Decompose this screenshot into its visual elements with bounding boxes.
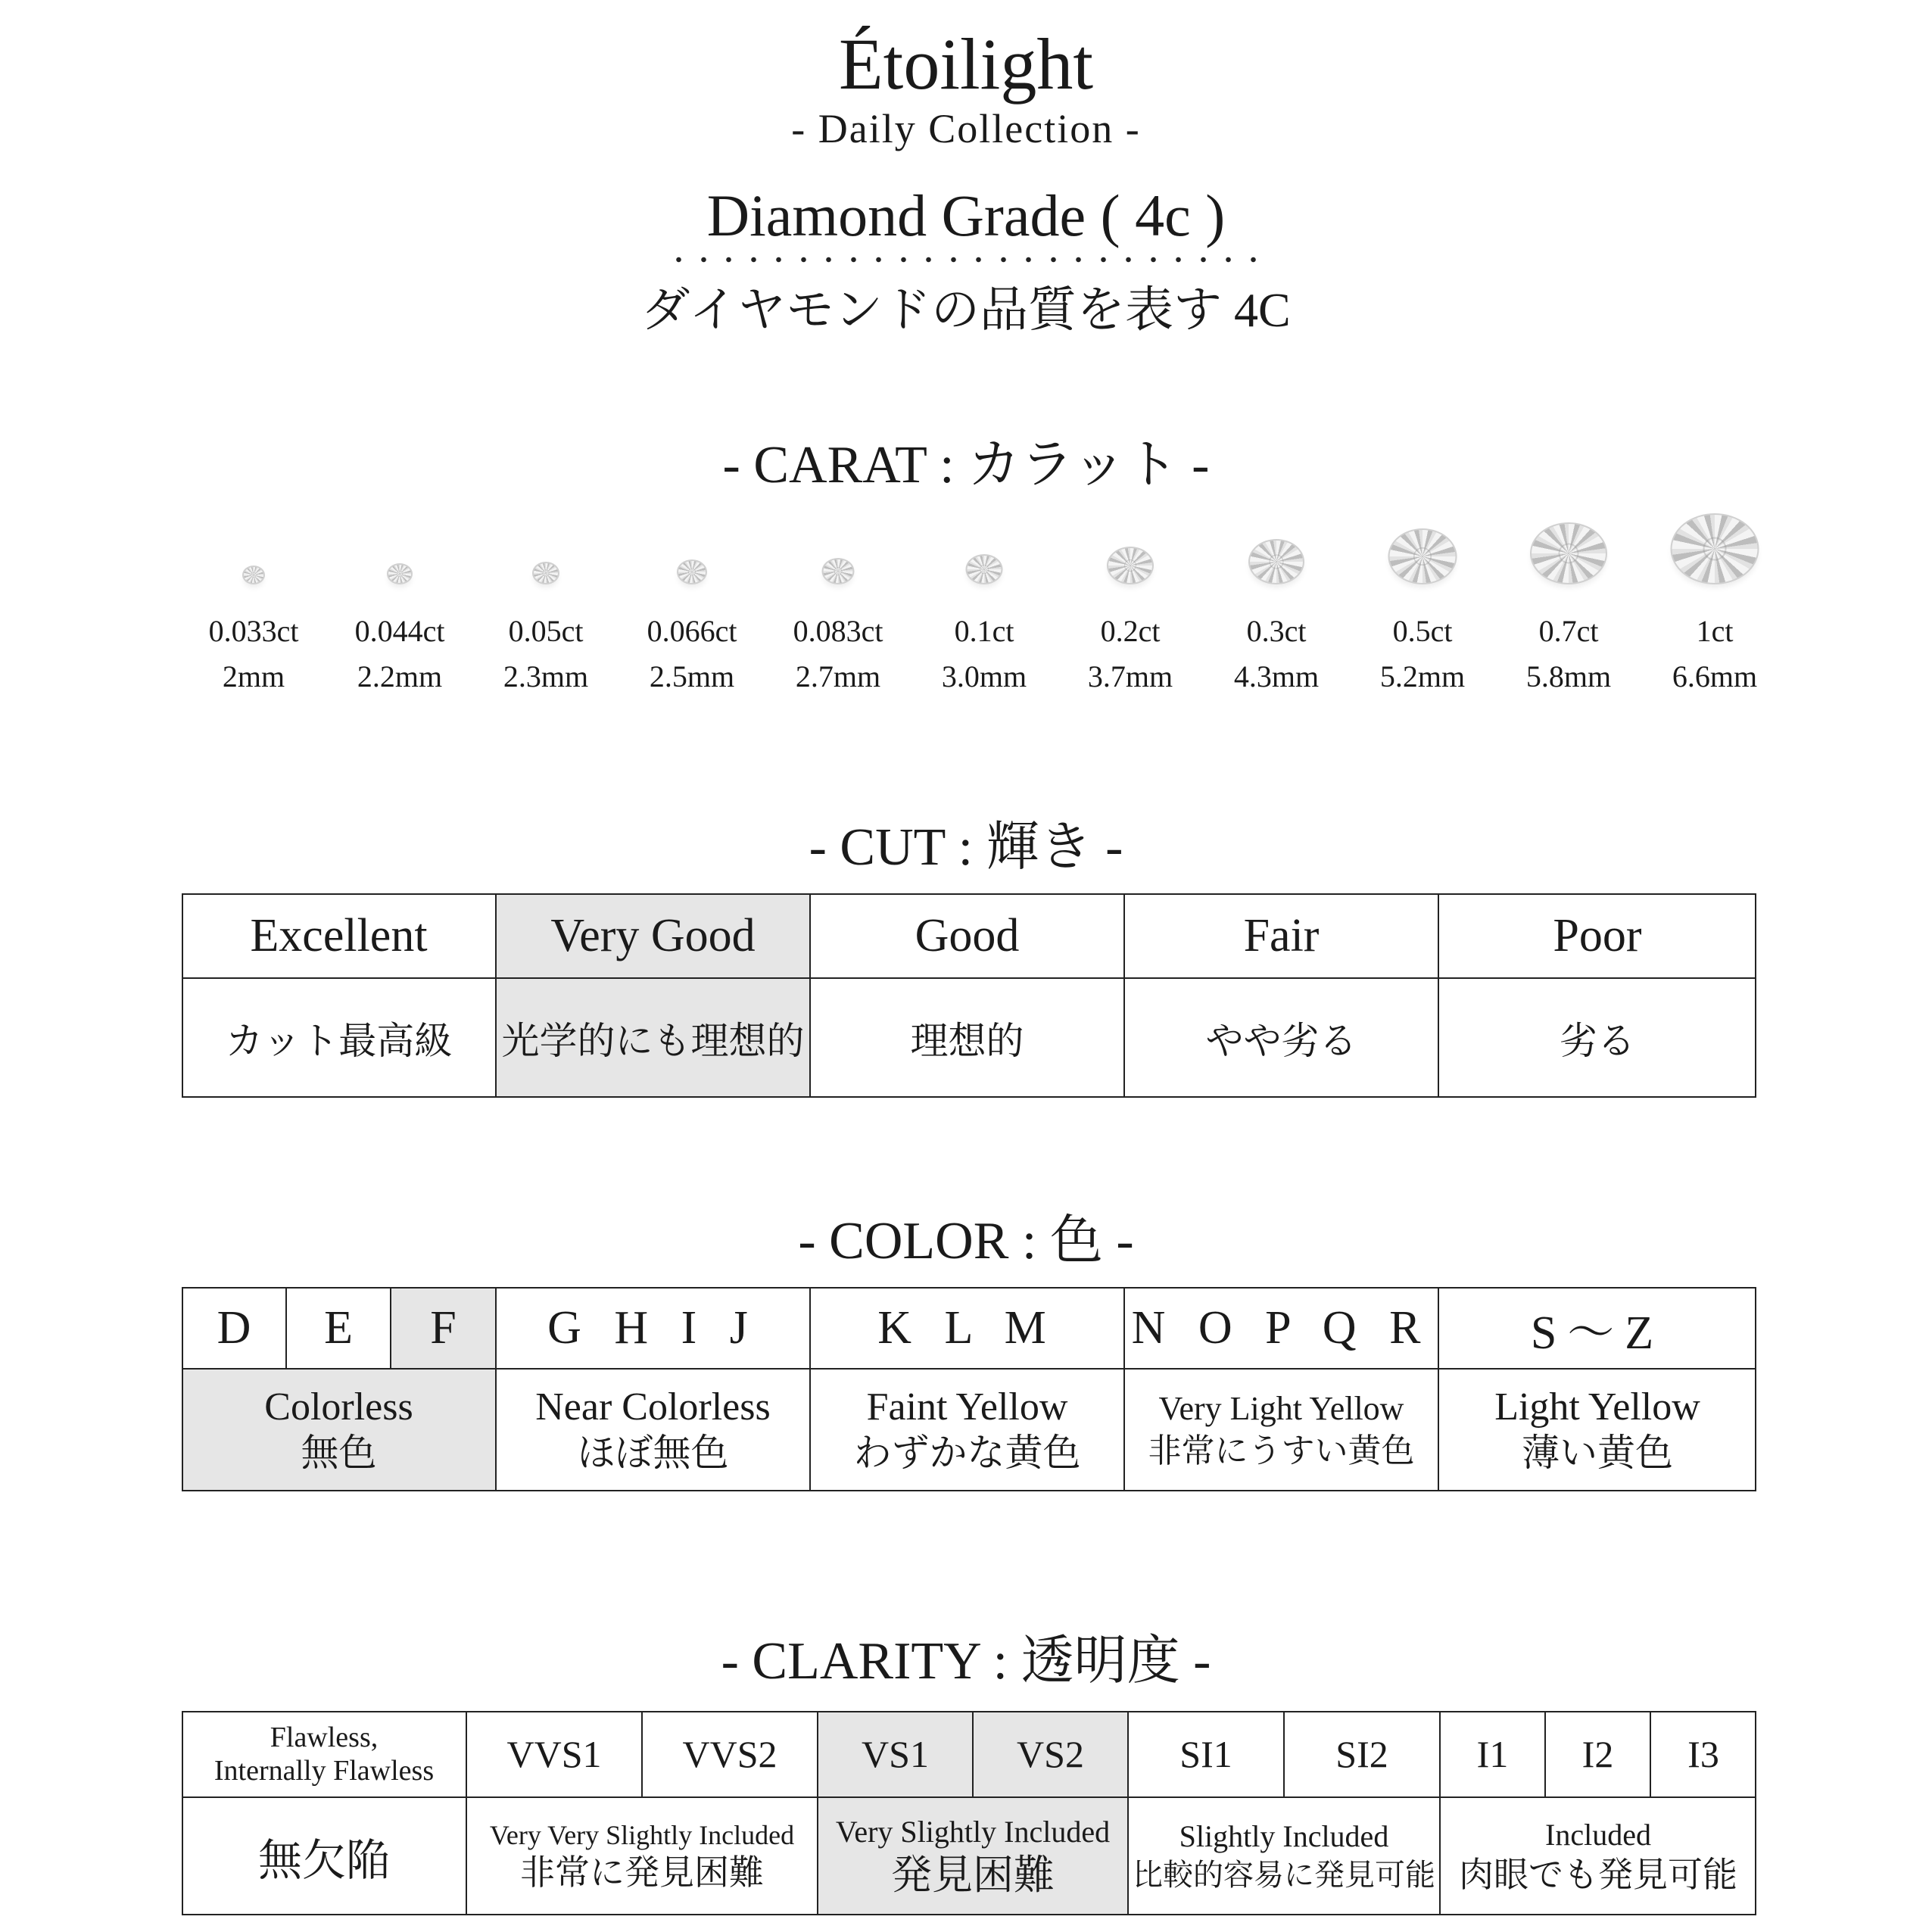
- carat-item: [474, 485, 618, 712]
- carat-item: [1643, 485, 1787, 712]
- color-group-klm: K L M: [877, 1301, 1057, 1354]
- carat-item: [328, 485, 472, 712]
- color-group-ghij: G H I J: [547, 1301, 759, 1354]
- cut-grade-table: [182, 893, 1756, 1098]
- diamond-icon: [388, 565, 411, 583]
- diamond-icon: [678, 561, 706, 583]
- clarity-desc-jp: 発見困難: [891, 1853, 1055, 1898]
- clarity-section-title: - CLARITY : 透明度 -: [721, 1632, 1211, 1690]
- cut-desc-poor: 劣る: [1560, 1020, 1635, 1062]
- dotted-divider: [666, 256, 1272, 263]
- cut-table-frame: [182, 893, 1756, 1098]
- grade-subtitle: ダイヤモンドの品質を表す 4C: [641, 283, 1291, 337]
- cut-grade-poor: Poor: [1553, 909, 1642, 961]
- diamond-image-wrap: [474, 485, 618, 583]
- carat-weight-label: 0.083ct: [793, 614, 883, 648]
- carat-weight-label: 0.3ct: [1246, 614, 1307, 648]
- clarity-grade-vvs2: VVS2: [682, 1733, 777, 1775]
- diamond-icon: [968, 556, 1002, 583]
- color-grade-f: F: [430, 1301, 457, 1354]
- diamond-image-wrap: [182, 485, 326, 583]
- cut-section-title: - CUT : 輝き -: [809, 818, 1123, 877]
- carat-diameter-label: 5.8mm: [1525, 659, 1612, 693]
- carat-item: [1497, 485, 1641, 712]
- diamond-icon: [1390, 530, 1456, 583]
- carat-size-row: [182, 485, 1758, 712]
- clarity-desc-en: Very Slightly Included: [835, 1815, 1111, 1849]
- diamond-image-wrap: [1351, 485, 1494, 583]
- clarity-desc-en: Included: [1545, 1818, 1651, 1852]
- clarity-desc-jp: 比較的容易に発見可能: [1133, 1858, 1435, 1892]
- carat-weight-label: 0.033ct: [208, 614, 299, 648]
- carat-item: [1351, 485, 1494, 712]
- diamond-image-wrap: [1497, 485, 1641, 583]
- color-desc-jp: 非常にうすい黄色: [1148, 1432, 1415, 1469]
- carat-diameter-label: 2mm: [222, 659, 285, 693]
- clarity-grade-table: [182, 1711, 1756, 1915]
- diamond-icon: [1532, 524, 1606, 583]
- carat-section-title: - CARAT : カラット -: [722, 436, 1210, 494]
- diamond-icon: [1250, 541, 1303, 583]
- clarity-desc-en: Very Very Slightly Included: [489, 1820, 795, 1850]
- color-desc-en: Colorless: [264, 1385, 413, 1429]
- color-table-frame: [182, 1287, 1756, 1491]
- cut-desc-fair: やや劣る: [1205, 1020, 1357, 1062]
- diamond-icon: [1672, 515, 1758, 583]
- clarity-grade-si2: SI2: [1335, 1733, 1388, 1775]
- clarity-desc-jp: 肉眼でも発見可能: [1459, 1856, 1737, 1894]
- carat-weight-label: 1ct: [1696, 614, 1734, 648]
- diamond-image-wrap: [1204, 485, 1348, 583]
- diamond-image-wrap: [328, 485, 472, 583]
- carat-item: [620, 485, 764, 712]
- carat-diameter-label: 2.7mm: [795, 659, 881, 693]
- color-group-nopqr: N O P Q R: [1131, 1301, 1432, 1354]
- carat-weight-label: 0.2ct: [1100, 614, 1161, 648]
- clarity-table-frame: [182, 1711, 1756, 1915]
- cut-desc-good: 理想的: [910, 1020, 1024, 1062]
- carat-diameter-label: 3.7mm: [1087, 659, 1173, 693]
- diamond-icon: [244, 567, 263, 583]
- carat-weight-label: 0.7ct: [1538, 614, 1599, 648]
- cut-grade-excellent: Excellent: [250, 909, 428, 961]
- carat-item: [766, 485, 910, 712]
- brand-title: Étoilight: [839, 23, 1093, 104]
- cut-grade-fair: Fair: [1243, 909, 1320, 961]
- carat-diameter-label: 2.5mm: [649, 659, 735, 693]
- color-desc-jp: 無色: [301, 1432, 377, 1474]
- carat-diameter-label: 3.0mm: [941, 659, 1027, 693]
- carat-weight-label: 0.066ct: [647, 614, 737, 648]
- carat-diameter-label: 2.2mm: [357, 659, 443, 693]
- diamond-image-wrap: [620, 485, 764, 583]
- diamond-icon: [1108, 548, 1152, 583]
- diamond-image-wrap: [766, 485, 910, 583]
- color-grade-e: E: [324, 1301, 353, 1354]
- cut-grade-good: Good: [915, 909, 1020, 961]
- clarity-grade-vvs1: VVS1: [506, 1733, 602, 1775]
- collection-subtitle: - Daily Collection -: [791, 106, 1141, 151]
- color-desc-en: Light Yellow: [1494, 1385, 1700, 1429]
- clarity-flawless-line1: Flawless,: [270, 1722, 379, 1753]
- carat-diameter-label: 2.3mm: [503, 659, 589, 693]
- carat-item: [912, 485, 1056, 712]
- color-section-title: - COLOR : 色 -: [798, 1212, 1134, 1270]
- clarity-flawless-line2: Internally Flawless: [213, 1755, 435, 1787]
- color-grade-table: [182, 1287, 1756, 1491]
- color-desc-en: Faint Yellow: [866, 1385, 1068, 1429]
- carat-item: [1204, 485, 1348, 712]
- clarity-grade-si1: SI1: [1179, 1733, 1232, 1775]
- cut-desc-excellent: カット最高級: [225, 1020, 453, 1062]
- diamond-image-wrap: [1643, 485, 1787, 583]
- diamond-image-wrap: [912, 485, 1056, 583]
- diamond-image-wrap: [1058, 485, 1202, 583]
- carat-weight-label: 0.05ct: [508, 614, 584, 648]
- clarity-desc-jp: 非常に発見困難: [520, 1853, 764, 1892]
- clarity-grade-i1: I1: [1476, 1733, 1509, 1775]
- color-desc-jp: 薄い黄色: [1522, 1432, 1673, 1474]
- carat-item: [1058, 485, 1202, 712]
- carat-diameter-label: 6.6mm: [1672, 659, 1758, 693]
- clarity-grade-vs1: VS1: [862, 1733, 929, 1775]
- color-desc-jp: ほぼ無色: [577, 1432, 729, 1474]
- clarity-grade-i2: I2: [1581, 1733, 1614, 1775]
- carat-weight-label: 0.5ct: [1392, 614, 1453, 648]
- carat-diameter-label: 4.3mm: [1233, 659, 1320, 693]
- color-desc-en: Very Light Yellow: [1158, 1390, 1404, 1427]
- carat-weight-label: 0.044ct: [354, 614, 445, 648]
- clarity-desc-en: Slightly Included: [1179, 1819, 1389, 1853]
- color-desc-en: Near Colorless: [535, 1385, 771, 1429]
- clarity-grade-vs2: VS2: [1017, 1733, 1084, 1775]
- carat-weight-label: 0.1ct: [954, 614, 1014, 648]
- color-desc-jp: わずかな黄色: [853, 1432, 1081, 1474]
- carat-diameter-label: 5.2mm: [1379, 659, 1466, 693]
- color-grade-d: D: [217, 1301, 251, 1354]
- cut-grade-very-good: Very Good: [550, 909, 756, 961]
- clarity-grade-i3: I3: [1687, 1733, 1719, 1775]
- clarity-desc-flawless: 無欠陥: [257, 1836, 390, 1885]
- diamond-icon: [824, 559, 853, 583]
- cut-desc-very-good: 光学的にも理想的: [501, 1020, 805, 1062]
- diamond-icon: [534, 563, 558, 583]
- grade-title: Diamond Grade ( 4c ): [706, 182, 1226, 248]
- color-group-s-z: S～Z: [1530, 1307, 1665, 1359]
- carat-item: [182, 485, 326, 712]
